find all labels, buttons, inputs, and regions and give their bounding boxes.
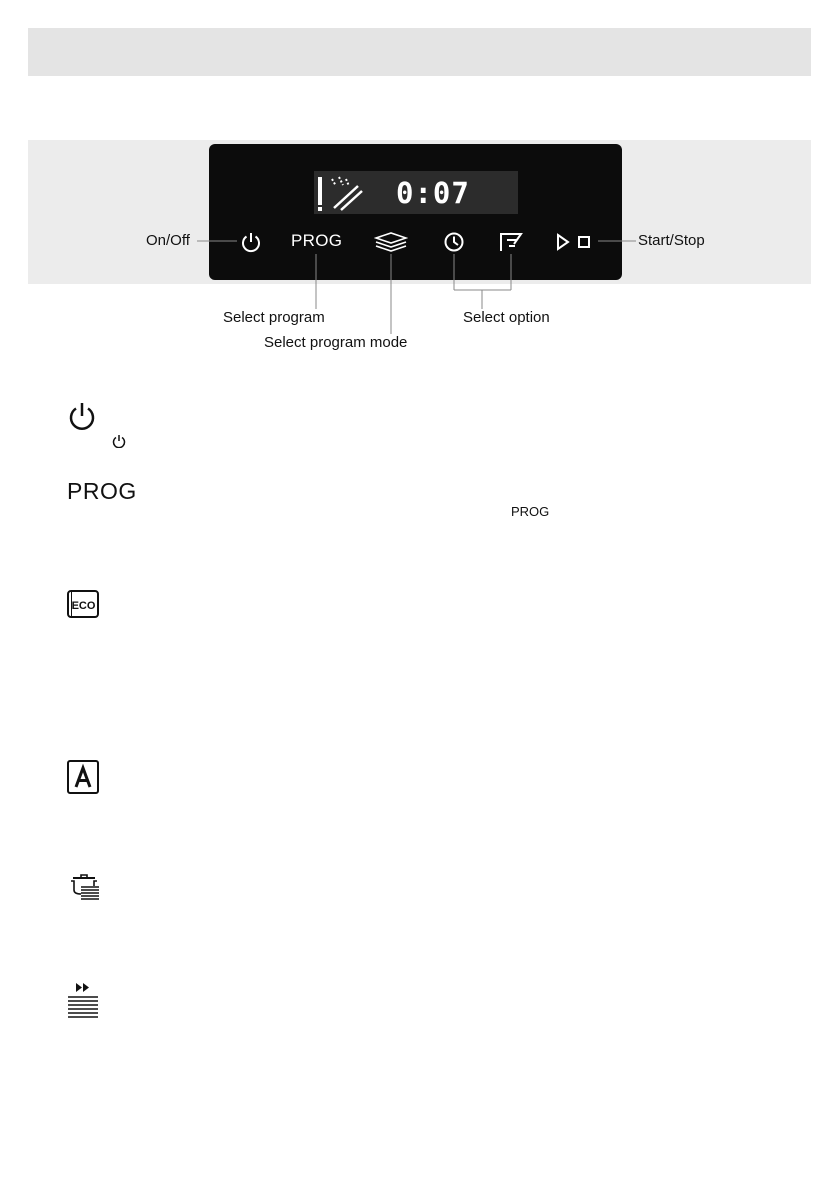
legend-prog-label: PROG [67,478,137,504]
callout-select-option: Select option [463,309,550,326]
inline-prog-label: PROG [511,504,550,519]
power-icon [67,401,97,431]
pot-icon [67,870,101,904]
callout-lines [0,0,839,360]
quick-icon [67,982,99,1018]
callout-on-off: On/Off [146,232,190,249]
svg-text:ECO: ECO [71,600,96,612]
auto-icon [67,760,99,794]
eco-icon [67,590,99,618]
prog-button[interactable]: PROG [291,231,343,250]
display-time: 0:07 [396,176,470,210]
callout-start-stop: Start/Stop [638,232,705,249]
callout-select-program-mode: Select program mode [264,334,408,351]
small-power-icon [112,434,126,448]
callout-select-program: Select program [223,309,325,326]
